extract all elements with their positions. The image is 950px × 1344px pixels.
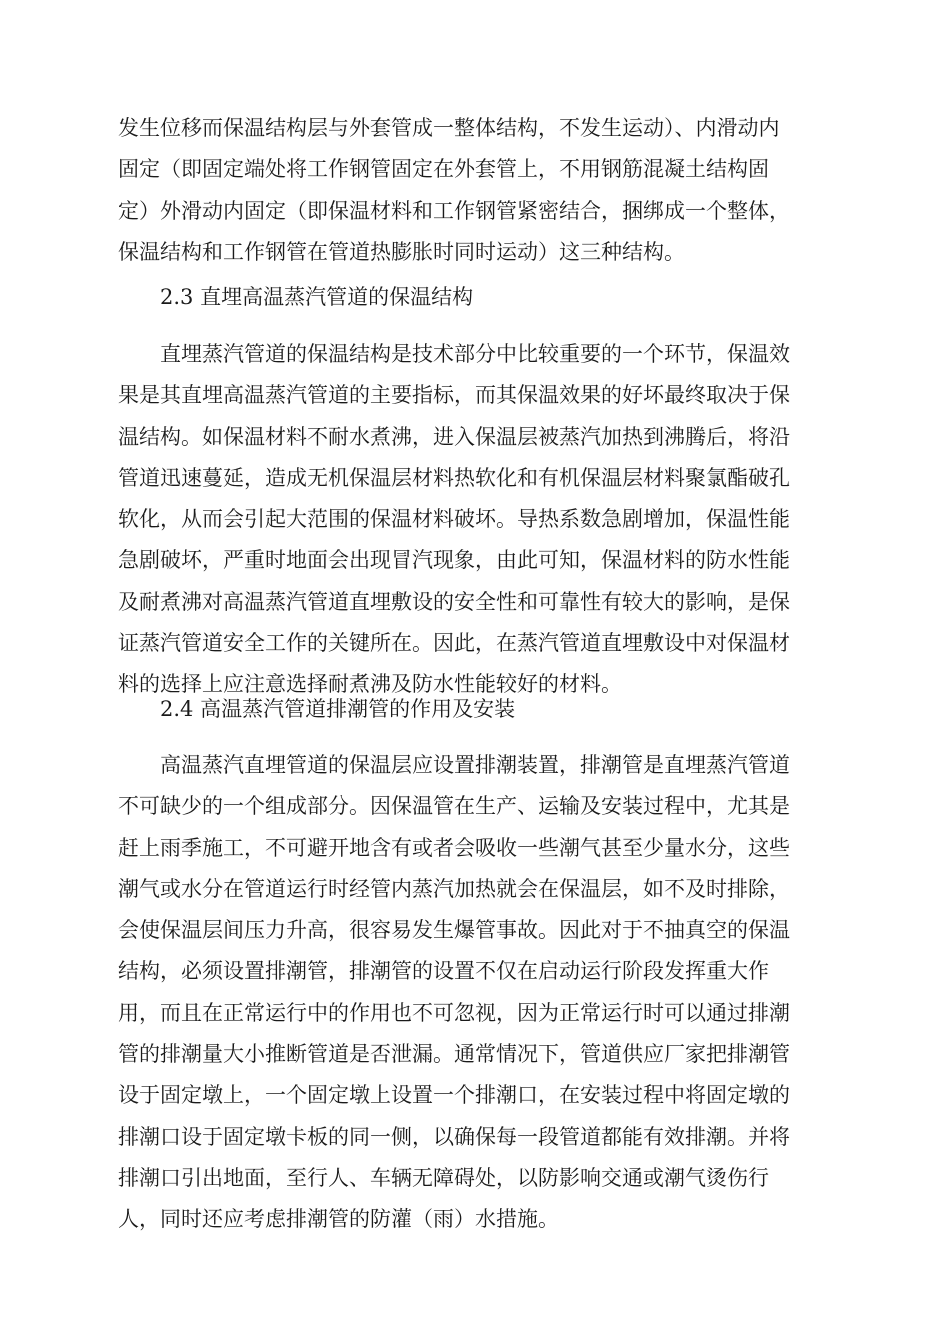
paragraph-line: 定）外滑动内固定（即保温材料和工作钢管紧密结合，捆绑成一个整体， xyxy=(118,198,790,223)
paragraph-line: 赶上雨季施工，不可避开地含有或者会吸收一些潮气甚至少量水分，这些 xyxy=(118,835,790,860)
paragraph-line: 保温结构和工作钢管在管道热膨胀时同时运动）这三种结构。 xyxy=(118,239,685,264)
paragraph-line: 结构，必须设置排潮管，排潮管的设置不仅在启动运行阶段发挥重大作 xyxy=(118,959,769,984)
paragraph-line: 温结构。如保温材料不耐水煮沸，进入保温层被蒸汽加热到沸腾后，将沿 xyxy=(118,424,790,449)
paragraph-line: 料的选择上应注意选择耐煮沸及防水性能较好的材料。 xyxy=(118,672,622,697)
paragraph-line: 软化，从而会引起大范围的保温材料破坏。导热系数急剧增加，保温性能 xyxy=(118,507,790,532)
paragraph-section-2-3 xyxy=(118,334,838,706)
paragraph-line: 排潮口设于固定墩卡板的同一侧，以确保每一段管道都能有效排潮。并将 xyxy=(118,1124,790,1149)
paragraph-line: 证蒸汽管道安全工作的关键所在。因此，在蒸汽管道直埋敷设中对保温材 xyxy=(118,631,790,656)
section-heading-2-3 xyxy=(118,277,838,318)
paragraph-insulation-structures xyxy=(118,108,838,273)
paragraph-line: 不可缺少的一个组成部分。因保温管在生产、运输及安装过程中，尤其是 xyxy=(118,794,790,819)
paragraph-line: 管的排潮量大小推断管道是否泄漏。通常情况下，管道供应厂家把排潮管 xyxy=(118,1042,790,1067)
paragraph-line: 人，同时还应考虑排潮管的防灌（雨）水措施。 xyxy=(118,1207,559,1232)
paragraph-section-2-4 xyxy=(118,745,838,1241)
paragraph-line: 高温蒸汽直埋管道的保温层应设置排潮装置，排潮管是直埋蒸汽管道 xyxy=(160,753,790,777)
paragraph-line: 直埋蒸汽管道的保温结构是技术部分中比较重要的一个环节，保温效 xyxy=(160,342,790,366)
paragraph-line: 及耐煮沸对高温蒸汽管道直埋敷设的安全性和可靠性有较大的影响，是保 xyxy=(118,589,790,614)
heading-text: 2.3 直埋高温蒸汽管道的保温结构 xyxy=(160,285,474,309)
paragraph-line: 急剧破坏，严重时地面会出现冒汽现象，由此可知，保温材料的防水性能 xyxy=(118,548,790,573)
heading-text: 2.4 高温蒸汽管道排潮管的作用及安装 xyxy=(160,697,516,721)
paragraph-line: 潮气或水分在管道运行时经管内蒸汽加热就会在保温层，如不及时排除， xyxy=(118,876,790,901)
paragraph-line: 管道迅速蔓延，造成无机保温层材料热软化和有机保温层材料聚氯酯破孔 xyxy=(118,465,790,490)
paragraph-line: 固定（即固定端处将工作钢管固定在外套管上，不用钢筋混凝土结构固 xyxy=(118,157,769,182)
paragraph-line: 果是其直埋高温蒸汽管道的主要指标，而其保温效果的好坏最终取决于保 xyxy=(118,383,790,408)
paragraph-line: 设于固定墩上，一个固定墩上设置一个排潮口，在安装过程中将固定墩的 xyxy=(118,1083,790,1108)
section-heading-2-4 xyxy=(118,689,838,730)
paragraph-line: 发生位移而保温结构层与外套管成一整体结构，不发生运动）、内滑动内 xyxy=(118,116,780,140)
paragraph-line: 用，而且在正常运行中的作用也不可忽视，因为正常运行时可以通过排潮 xyxy=(118,1000,790,1025)
paragraph-line: 会使保温层间压力升高，很容易发生爆管事故。因此对于不抽真空的保温 xyxy=(118,918,790,943)
paragraph-line: 排潮口引出地面，至行人、车辆无障碍处，以防影响交通或潮气烫伤行 xyxy=(118,1165,769,1190)
